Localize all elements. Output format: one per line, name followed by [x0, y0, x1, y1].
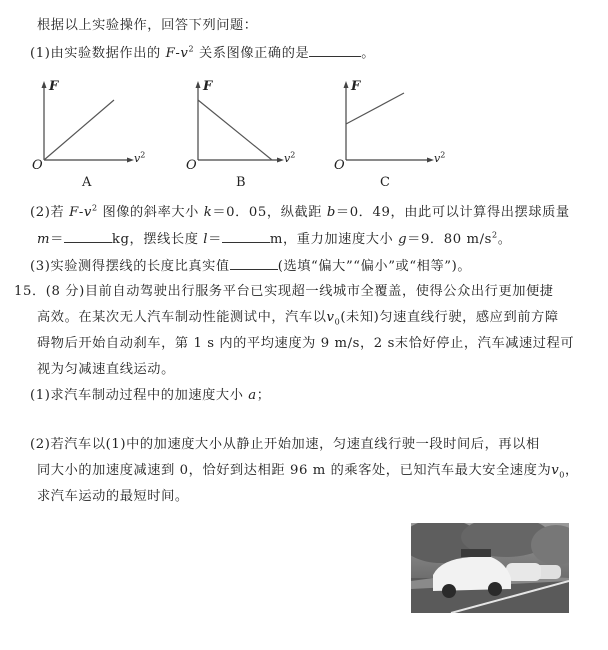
- photo-illustration: [411, 523, 569, 613]
- x-axis-arrow: [427, 158, 434, 163]
- graph-line: [198, 100, 272, 160]
- text: (未知)匀速直线行驶，感应到前方障: [340, 310, 559, 325]
- y-axis-arrow: [42, 81, 47, 88]
- text: 同大小的加速度减速到 0，恰好到达相距 96 m 的乘客处，已知汽车最大安全速度为: [37, 463, 552, 478]
- q1-v: v: [180, 46, 189, 61]
- text: kg，摆线长度: [111, 232, 204, 247]
- origin-label: O: [334, 158, 345, 173]
- text: ＝: [208, 232, 222, 247]
- problem-15-sub-2-line-3: 求汽车运动的最短时间。: [37, 489, 189, 504]
- lidar-rack: [461, 549, 491, 557]
- var-a: a: [248, 388, 257, 403]
- q1-prefix: (1)由实验数据作出的: [30, 46, 166, 61]
- car: [506, 563, 541, 581]
- var-l: l: [203, 232, 209, 247]
- text: -: [78, 205, 84, 220]
- var-v0: v: [551, 463, 560, 478]
- sup: 2: [91, 203, 98, 213]
- x-axis-label: $v^2$: [134, 150, 146, 165]
- graph-b-label: B: [236, 175, 246, 190]
- var-v: v: [83, 205, 92, 220]
- text: (1)求汽车制动过程中的加速度大小: [30, 388, 249, 403]
- y-axis-arrow: [196, 81, 201, 88]
- var-k: k: [203, 205, 213, 220]
- origin-label: O: [186, 158, 197, 173]
- text: 高效。在某次无人汽车制动性能测试中，汽车以: [37, 310, 327, 325]
- graph-c-svg: [330, 78, 450, 196]
- x-axis-arrow: [277, 158, 284, 163]
- graph-c-label: C: [380, 175, 390, 190]
- problem-15-sub-2-line-1: (2)若汽车以(1)中的加速度大小从静止开始加速，匀速直线行驶一段时间后，再以相: [30, 437, 540, 452]
- wheel: [488, 582, 502, 596]
- q1-dash: -: [175, 46, 181, 61]
- graph-a: [30, 78, 150, 196]
- problem-15-line-1: 15．(8 分)目前自动驾驶出行服务平台已实现超一线城市全覆盖，使得公众出行更加便捷: [14, 284, 554, 299]
- graph-c: [330, 78, 450, 196]
- sub: 0: [334, 317, 341, 327]
- graph-b: [180, 78, 300, 196]
- q1-F: F: [165, 46, 176, 61]
- text: (2)若: [30, 205, 70, 220]
- problem-15-line-3: 碍物后开始自动刹车，第 1 s 内的平均速度为 9 m/s，2 s末恰好停止，汽车减速过程可: [37, 336, 575, 351]
- y-axis-label: F: [351, 79, 361, 94]
- length-answer-blank[interactable]: [222, 230, 270, 243]
- origin-label: O: [32, 158, 43, 173]
- graph-line: [346, 93, 404, 124]
- y-axis-label: F: [49, 79, 59, 94]
- var-F: F: [69, 205, 79, 220]
- sup: 2: [492, 230, 498, 240]
- var-m: m: [37, 232, 51, 247]
- var-g: g: [398, 232, 408, 247]
- q1-end: 。: [361, 46, 376, 61]
- problem-15-sub-2-line-2: [37, 462, 579, 480]
- problem-15-sub-1: [30, 387, 271, 405]
- text: 图像的斜率大小: [97, 205, 204, 220]
- mass-answer-blank[interactable]: [64, 230, 112, 243]
- wheel: [442, 584, 456, 598]
- text: m，重力加速度大小: [269, 232, 399, 247]
- text: ＝0．05，纵截距: [212, 205, 327, 220]
- q1-answer-blank[interactable]: [309, 44, 361, 57]
- autonomous-cars-photo: [411, 523, 569, 613]
- question-2-line-2: [37, 230, 512, 249]
- text: ，: [565, 463, 579, 478]
- graph-a-label: A: [82, 175, 92, 190]
- question-2-line-1: [30, 204, 570, 222]
- q1-suffix: 关系图像正确的是: [194, 46, 310, 61]
- graph-line: [44, 100, 114, 160]
- y-axis-label: F: [203, 79, 213, 94]
- var-b: b: [326, 205, 336, 220]
- q1-sup: 2: [188, 44, 195, 54]
- sub: 0: [559, 470, 565, 480]
- x-axis-arrow: [127, 158, 134, 163]
- text: ；: [256, 388, 271, 403]
- intro-text: 根据以上实验操作，回答下列问题：: [37, 18, 258, 33]
- y-axis-arrow: [344, 81, 349, 88]
- x-axis-label: $v^2$: [434, 150, 446, 165]
- question-1: [30, 44, 375, 63]
- text: (3)实验测得摆线的长度比真实值: [30, 259, 230, 274]
- text: (选填“偏大”“偏小”或“相等”)。: [277, 259, 472, 274]
- question-3: [30, 257, 471, 276]
- text: 。: [497, 232, 512, 247]
- text: ＝9．80 m/s: [407, 232, 493, 247]
- problem-15-line-4: 视为匀减速直线运动。: [37, 362, 175, 377]
- var-v0: v: [326, 310, 335, 325]
- text: ＝: [50, 232, 64, 247]
- q3-answer-blank[interactable]: [230, 257, 278, 270]
- problem-15-line-2: [37, 309, 559, 327]
- text: ＝0．49，由此可以计算得出摆球质量: [335, 205, 570, 220]
- x-axis-label: $v^2$: [284, 150, 296, 165]
